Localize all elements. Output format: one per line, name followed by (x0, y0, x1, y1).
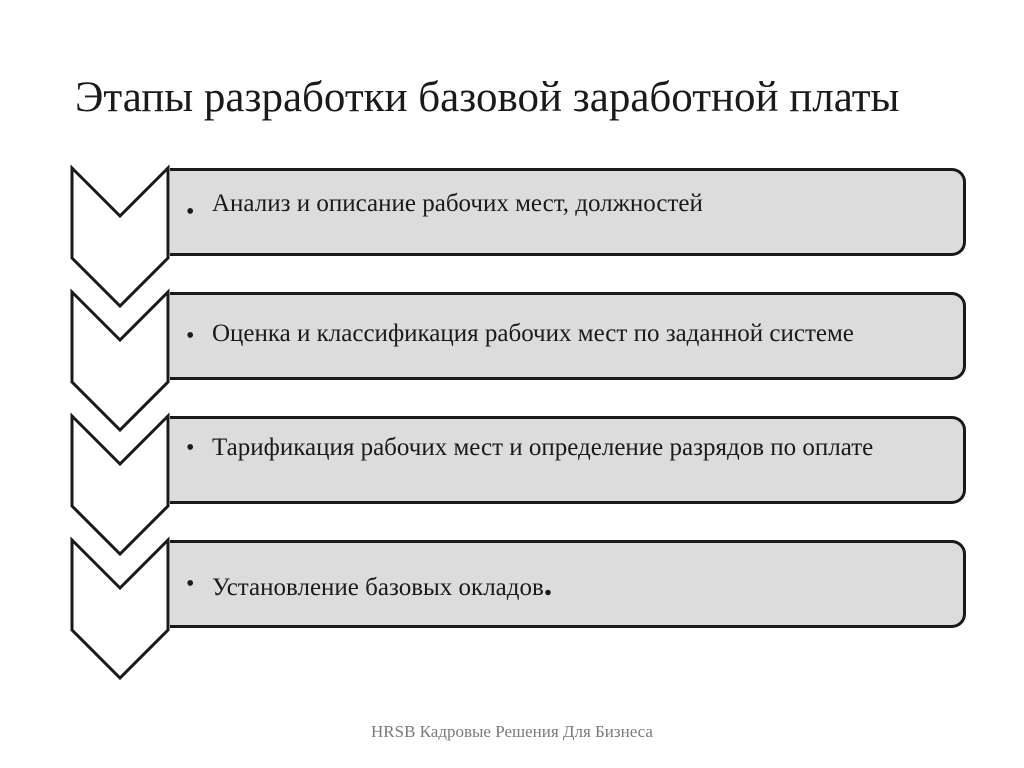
bullet: • (186, 199, 195, 225)
step-text: Оценка и классификация рабочих мест по заданной системе (212, 320, 854, 347)
bullet: • (186, 571, 195, 597)
bullet: • (186, 323, 195, 349)
chevron-arrow-2 (72, 292, 168, 430)
step-box-2 (170, 292, 966, 380)
step-text-main: Установление базовых окладов (212, 574, 544, 601)
step-box-3 (170, 416, 966, 504)
step-text: Тарификация рабочих мест и определение разрядов по оплате (212, 434, 874, 461)
step-text: Анализ и описание рабочих мест, должностей (212, 190, 703, 217)
slide-title: Этапы разработки базовой заработной платы (75, 74, 900, 121)
chevron-arrow-4 (72, 540, 168, 678)
bullet: • (186, 435, 195, 461)
chevron-arrow-1 (72, 168, 168, 306)
step-box-4 (170, 540, 966, 628)
step-text (212, 566, 553, 603)
step-box-1 (170, 168, 966, 256)
footer: HRSB Кадровые Решения Для Бизнеса (371, 722, 653, 741)
chevron-arrow-3 (72, 416, 168, 554)
step-text-period: . (543, 566, 553, 603)
